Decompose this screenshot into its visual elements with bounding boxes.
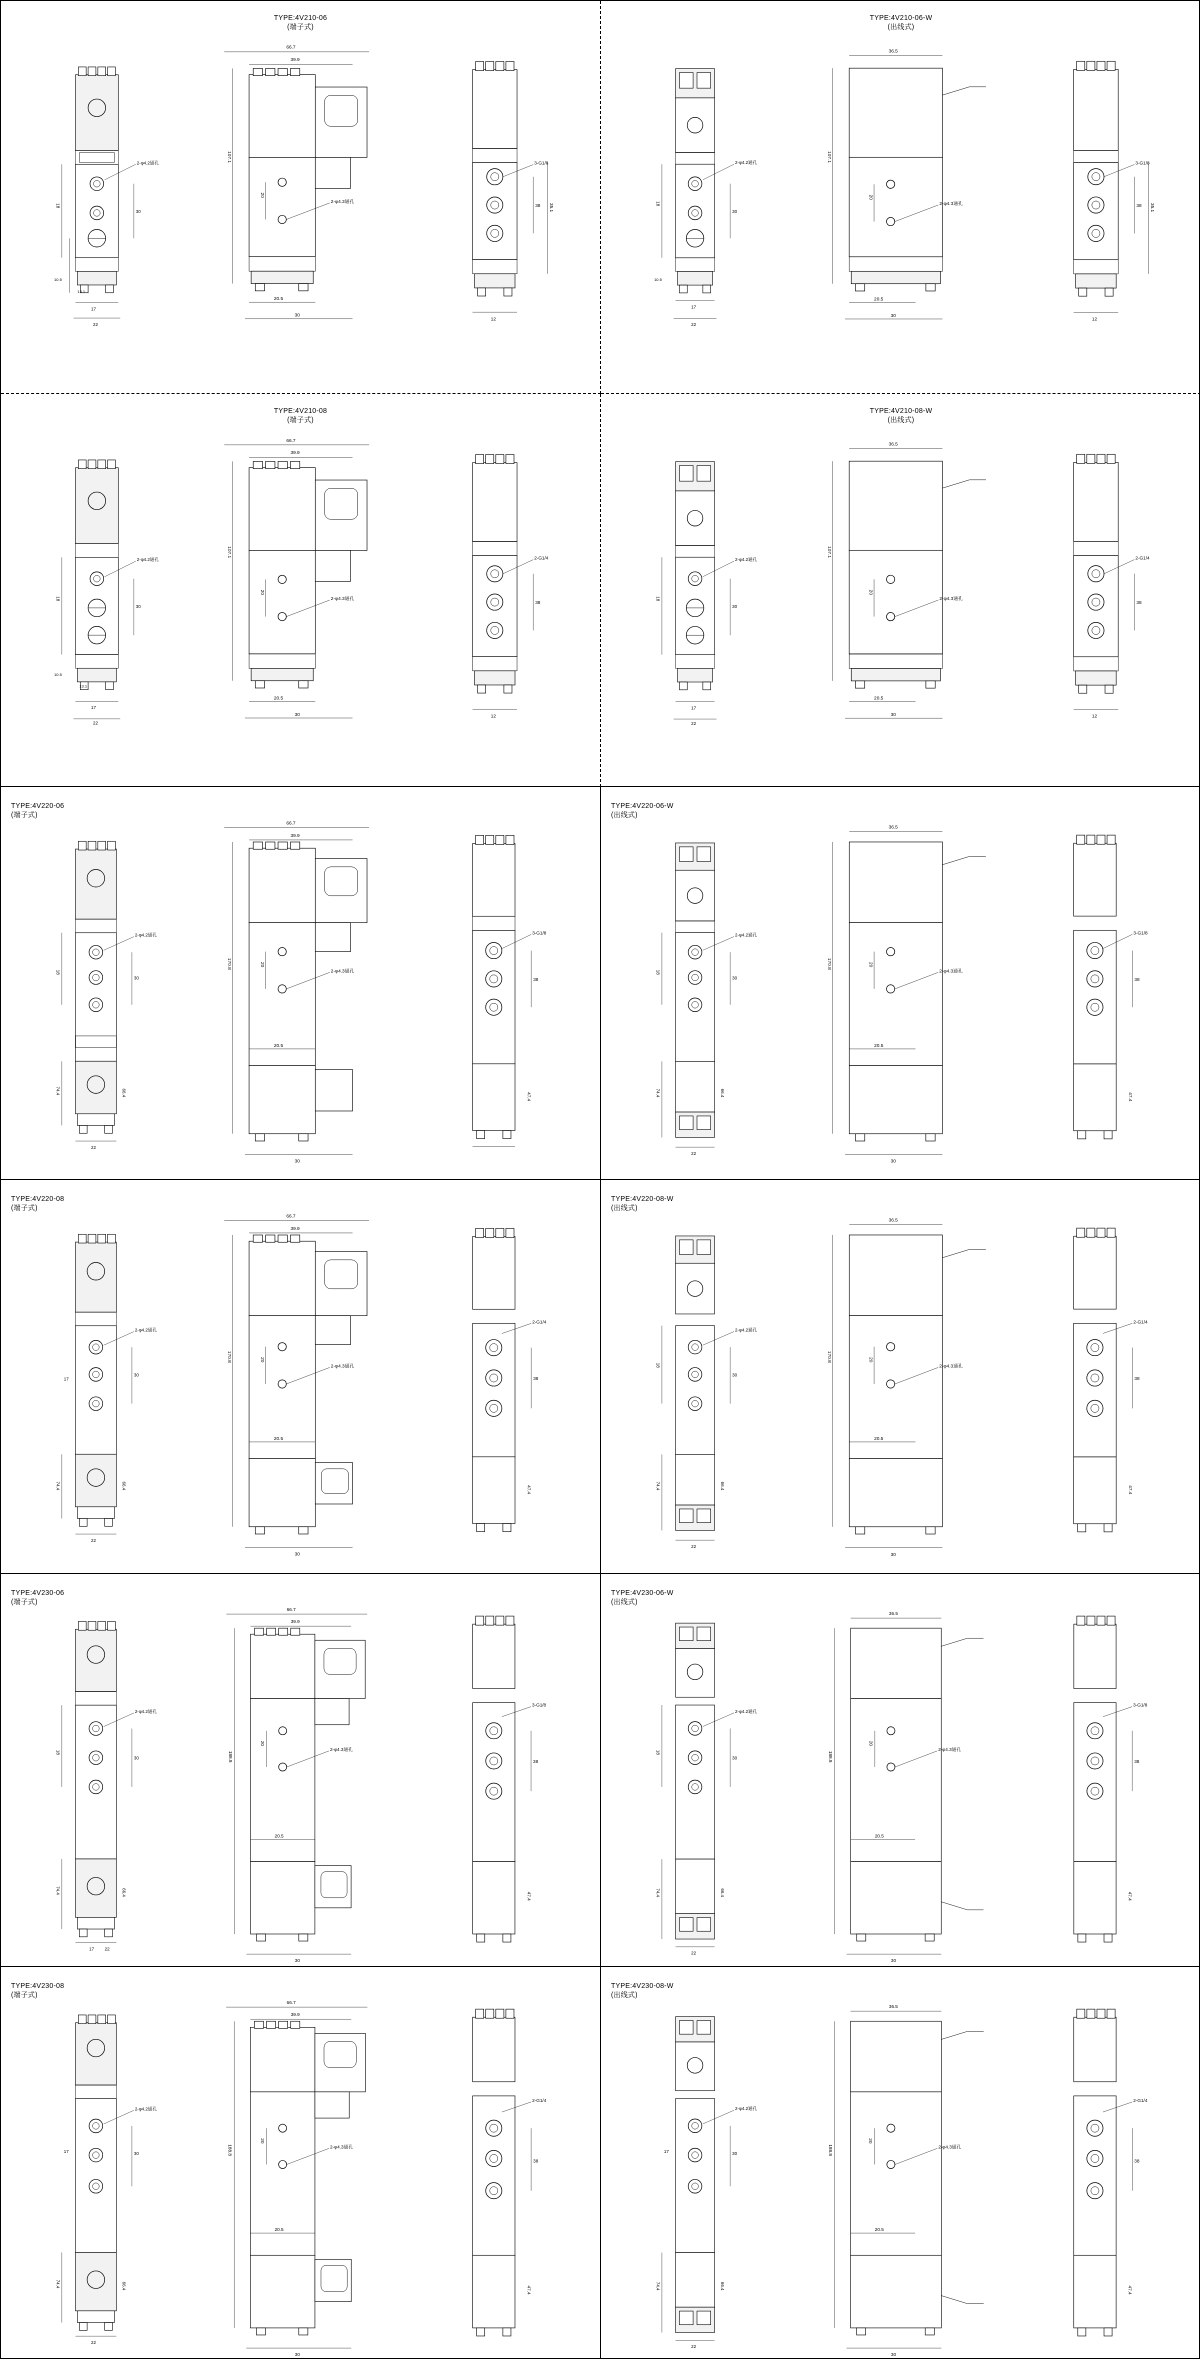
svg-text:30: 30 xyxy=(890,1957,897,1963)
panel-12-side-view xyxy=(787,1993,1015,2356)
panel-5-callout-2: 2-φ4.3通孔 xyxy=(330,969,354,975)
svg-text:22: 22 xyxy=(691,2343,697,2349)
panel-9 xyxy=(1,1574,601,1967)
svg-text:47.4: 47.4 xyxy=(526,1485,532,1495)
panel-3-front-view xyxy=(19,420,175,782)
svg-text:30: 30 xyxy=(135,604,141,610)
svg-text:22: 22 xyxy=(90,1145,96,1151)
panel-2-title: TYPE:4V210-06-W (出线式) xyxy=(869,15,933,31)
svg-text:10.5: 10.5 xyxy=(54,672,62,678)
svg-text:38: 38 xyxy=(533,1758,539,1764)
panel-3-callout-3: 2-G1/4 xyxy=(534,555,549,561)
panel-12-title: TYPE:4V230-08-W (出线式) xyxy=(611,1982,674,1999)
panel-9-callout-3: 3-G1/8 xyxy=(532,1702,547,1708)
panel-10-dim-365: 36.5 xyxy=(888,1610,898,1616)
panel-5-title: TYPE:4V220-06 (端子式) xyxy=(11,803,65,820)
panel-2-dim-365: 36.5 xyxy=(888,49,898,55)
svg-text:20.5: 20.5 xyxy=(874,1833,884,1839)
panel-9-views xyxy=(1,1600,600,1962)
panel-1-dim-667: 66.7 xyxy=(286,45,296,51)
panel-3-back-view xyxy=(420,420,582,782)
panel-3-callout-1: 2-φ4.2通孔 xyxy=(136,557,159,563)
panel-11-callout-2: 2-φ4.3通孔 xyxy=(329,2144,353,2150)
svg-text:47.4: 47.4 xyxy=(526,2285,532,2295)
svg-text:38: 38 xyxy=(535,203,541,209)
panel-3-callout-2: 2-φ4.3通孔 xyxy=(330,597,354,603)
panel-8-views xyxy=(601,1206,1200,1568)
panel-7-callout-1: 2-φ4.2通孔 xyxy=(134,1328,157,1334)
svg-text:20: 20 xyxy=(258,962,264,968)
svg-text:30: 30 xyxy=(732,208,738,214)
svg-text:30: 30 xyxy=(890,313,896,319)
panel-6-side-view xyxy=(787,813,1015,1175)
svg-text:30: 30 xyxy=(294,1957,300,1963)
svg-text:38: 38 xyxy=(1136,203,1142,209)
svg-text:20: 20 xyxy=(259,1740,265,1746)
panel-4-front-view xyxy=(619,420,775,782)
svg-text:38: 38 xyxy=(1134,1758,1140,1764)
panel-9-side-view xyxy=(187,1600,415,1962)
panel-12-callout-3: 2-G1/4 xyxy=(1133,2097,1148,2103)
svg-text:22: 22 xyxy=(90,1538,96,1544)
panel-10-front-view xyxy=(619,1600,775,1962)
svg-text:18: 18 xyxy=(655,1363,661,1369)
panel-6-front-view xyxy=(619,813,775,1175)
panel-10 xyxy=(601,1574,1200,1967)
panel-10-callout-1: 2-φ4.2通孔 xyxy=(735,1708,758,1714)
panel-8-title: TYPE:4V220-08-W (出线式) xyxy=(611,1196,674,1213)
svg-text:38: 38 xyxy=(1134,2158,1140,2164)
panel-5-front-view xyxy=(19,813,175,1175)
svg-text:22: 22 xyxy=(691,1544,697,1550)
svg-text:188.8: 188.8 xyxy=(828,1750,834,1763)
panel-1-callout-2: 2-φ4.3通孔 xyxy=(330,199,354,205)
svg-text:47.4: 47.4 xyxy=(526,1092,532,1102)
svg-text:18: 18 xyxy=(655,970,661,976)
svg-text:107.1: 107.1 xyxy=(225,151,231,164)
panel-1-back-view xyxy=(420,27,582,389)
panel-10-side-view xyxy=(787,1600,1015,1962)
panel-3 xyxy=(1,394,601,787)
svg-text:20.5: 20.5 xyxy=(273,1437,283,1443)
panel-2-back-view xyxy=(1021,27,1183,389)
panel-12-callout-1: 2-φ4.2通孔 xyxy=(735,2106,758,2112)
panel-7-views xyxy=(1,1206,600,1568)
panel-1-front-view xyxy=(19,27,175,389)
panel-11 xyxy=(1,1967,601,2359)
panel-6-dim-365: 36.5 xyxy=(888,825,898,831)
panel-5-dim-667: 66.7 xyxy=(286,821,296,827)
svg-text:35.1: 35.1 xyxy=(549,203,555,213)
panel-9-front-view xyxy=(19,1600,175,1962)
svg-text:20: 20 xyxy=(867,194,873,200)
svg-text:18: 18 xyxy=(55,596,61,602)
svg-text:20: 20 xyxy=(258,192,264,198)
svg-text:66.4: 66.4 xyxy=(121,1481,127,1491)
svg-text:74.4: 74.4 xyxy=(655,1887,661,1897)
svg-text:20.5: 20.5 xyxy=(874,1437,884,1443)
panel-7-callout-2: 2-φ4.3通孔 xyxy=(330,1364,354,1370)
panel-1-callout-1: 2-φ4.2通孔 xyxy=(136,160,159,166)
panel-10-callout-3: 3-G1/8 xyxy=(1133,1702,1148,1708)
svg-text:38: 38 xyxy=(1136,600,1142,606)
svg-text:17: 17 xyxy=(90,306,96,312)
svg-text:18: 18 xyxy=(55,1749,61,1755)
svg-text:38: 38 xyxy=(533,1376,539,1382)
panel-1 xyxy=(1,1,601,394)
panel-7-back-view xyxy=(420,1206,582,1568)
svg-text:74.4: 74.4 xyxy=(655,1088,661,1098)
svg-text:17: 17 xyxy=(90,705,96,711)
panel-5-back-view xyxy=(420,813,582,1175)
panel-grid xyxy=(1,1,1200,2359)
panel-5-callout-3: 3-G1/8 xyxy=(532,930,547,936)
panel-8-callout-1: 2-φ4.2通孔 xyxy=(735,1327,758,1333)
svg-text:30: 30 xyxy=(133,1372,139,1378)
panel-9-callout-2: 2-φ4.3通孔 xyxy=(329,1746,353,1752)
svg-text:30: 30 xyxy=(732,1755,738,1761)
svg-text:39.9: 39.9 xyxy=(290,834,300,840)
panel-2-front-view xyxy=(619,27,775,389)
panel-12 xyxy=(601,1967,1200,2359)
panel-6-title: TYPE:4V220-06-W (出线式) xyxy=(611,803,674,820)
svg-text:30: 30 xyxy=(135,208,141,214)
svg-text:30: 30 xyxy=(133,975,139,981)
svg-text:22: 22 xyxy=(691,322,697,328)
svg-text:170.8: 170.8 xyxy=(225,1351,231,1364)
svg-text:12: 12 xyxy=(1091,316,1098,322)
panel-11-callout-3: 2-G1/4 xyxy=(532,2097,547,2103)
panel-8-callout-3: 2-G1/4 xyxy=(1133,1319,1148,1325)
panel-4-callout-2: 2-φ4.3通孔 xyxy=(939,597,963,603)
svg-text:18: 18 xyxy=(55,203,61,209)
panel-11-back-view xyxy=(420,1993,582,2356)
svg-text:30: 30 xyxy=(732,2150,738,2156)
panel-12-front-view xyxy=(619,1993,775,2356)
svg-text:20.5: 20.5 xyxy=(273,1044,283,1050)
panel-3-dim-667: 66.7 xyxy=(286,438,296,444)
svg-text:17: 17 xyxy=(89,1946,95,1952)
svg-text:20.5: 20.5 xyxy=(274,2226,284,2232)
panel-8-back-view xyxy=(1021,1206,1183,1568)
panel-11-side-view xyxy=(187,1993,415,2356)
svg-text:18: 18 xyxy=(655,201,661,207)
svg-text:20: 20 xyxy=(867,962,873,968)
panel-6-callout-2: 2-φ4.3通孔 xyxy=(939,969,963,975)
svg-text:74.4: 74.4 xyxy=(55,1885,61,1895)
svg-text:17: 17 xyxy=(63,2148,69,2154)
svg-text:13.1: 13.1 xyxy=(77,288,86,294)
panel-6-callout-3: 3-G1/8 xyxy=(1133,930,1148,936)
panel-7-side-view xyxy=(187,1206,415,1568)
svg-text:18: 18 xyxy=(55,970,61,976)
svg-text:17: 17 xyxy=(663,2148,669,2154)
svg-text:22: 22 xyxy=(104,1946,110,1952)
svg-text:39.9: 39.9 xyxy=(290,1227,300,1233)
svg-text:30: 30 xyxy=(133,1755,139,1761)
panel-7 xyxy=(1,1180,601,1573)
panel-8-side-view xyxy=(787,1206,1015,1568)
svg-text:39.9: 39.9 xyxy=(290,1618,300,1624)
panel-11-views xyxy=(1,1993,600,2356)
svg-text:20: 20 xyxy=(867,589,873,596)
panel-2-callout-1: 2-φ4.2通孔 xyxy=(735,160,758,166)
svg-text:12: 12 xyxy=(491,713,497,719)
panel-12-views xyxy=(601,1993,1200,2356)
svg-text:30: 30 xyxy=(732,1372,738,1378)
panel-4-title: TYPE:4V210-08-W (出线式) xyxy=(869,408,933,425)
panel-2-callout-3: 3-G1/8 xyxy=(1135,160,1150,166)
svg-text:20: 20 xyxy=(868,1740,874,1746)
panel-5-callout-1: 2-φ4.2通孔 xyxy=(134,932,157,938)
panel-5-views xyxy=(1,813,600,1175)
svg-text:22: 22 xyxy=(691,1950,697,1956)
svg-text:38: 38 xyxy=(1134,977,1140,983)
svg-text:22: 22 xyxy=(691,1151,697,1157)
svg-text:47.4: 47.4 xyxy=(1127,1092,1133,1102)
svg-text:20: 20 xyxy=(868,2138,874,2144)
svg-text:38: 38 xyxy=(533,2158,539,2164)
svg-text:30: 30 xyxy=(294,313,300,319)
svg-text:30: 30 xyxy=(890,2351,897,2357)
panel-2-callout-2: 2-φ4.3通孔 xyxy=(939,201,963,207)
panel-6-back-view xyxy=(1021,813,1183,1175)
svg-text:170.8: 170.8 xyxy=(225,958,231,971)
panel-8-dim-365: 36.5 xyxy=(888,1219,898,1225)
svg-text:107.1: 107.1 xyxy=(825,151,831,163)
svg-text:74.4: 74.4 xyxy=(655,2281,661,2291)
svg-text:20.5: 20.5 xyxy=(874,297,884,303)
svg-text:30: 30 xyxy=(890,1160,896,1166)
svg-text:30: 30 xyxy=(294,1553,300,1559)
svg-text:13.1: 13.1 xyxy=(79,683,88,689)
panel-10-callout-2: 2-φ4.3通孔 xyxy=(938,1746,961,1752)
svg-text:20: 20 xyxy=(258,1357,264,1363)
svg-text:66.4: 66.4 xyxy=(719,2281,725,2291)
svg-text:47.4: 47.4 xyxy=(1127,2285,1133,2295)
panel-6-views xyxy=(601,813,1200,1175)
panel-7-callout-3: 2-G1/4 xyxy=(532,1319,547,1325)
svg-text:12: 12 xyxy=(491,316,497,322)
svg-text:18: 18 xyxy=(655,1749,661,1755)
svg-text:66.4: 66.4 xyxy=(719,1887,725,1897)
panel-5-side-view xyxy=(187,813,415,1175)
panel-1-callout-3: 3-G1/8 xyxy=(534,160,549,166)
svg-text:74.4: 74.4 xyxy=(55,2279,61,2289)
svg-text:30: 30 xyxy=(732,604,738,610)
panel-7-front-view xyxy=(19,1206,175,1568)
panel-9-callout-1: 2-φ4.2通孔 xyxy=(134,1708,157,1714)
svg-text:10.5: 10.5 xyxy=(54,277,62,283)
svg-text:22: 22 xyxy=(90,2339,96,2345)
panel-8-callout-2: 2-φ4.3通孔 xyxy=(939,1364,963,1370)
panel-9-back-view xyxy=(420,1600,582,1962)
panel-11-dim-667: 66.7 xyxy=(286,1999,296,2005)
panel-10-back-view xyxy=(1021,1600,1183,1962)
panel-10-title: TYPE:4V230-06-W (出线式) xyxy=(611,1589,674,1606)
svg-text:38: 38 xyxy=(535,600,541,606)
panel-6 xyxy=(601,787,1200,1180)
panel-11-title: TYPE:4V230-08 (端子式) xyxy=(11,1982,65,1999)
svg-text:10.5: 10.5 xyxy=(654,277,662,283)
panel-2 xyxy=(601,1,1200,394)
panel-2-views xyxy=(601,27,1200,389)
svg-text:20.5: 20.5 xyxy=(274,1833,284,1839)
panel-1-title: TYPE:4V210-06 (端子式) xyxy=(273,15,328,31)
panel-1-views xyxy=(1,27,600,389)
svg-text:20.5: 20.5 xyxy=(273,696,283,702)
svg-text:20: 20 xyxy=(258,589,264,596)
panel-4 xyxy=(601,394,1200,787)
svg-text:66.4: 66.4 xyxy=(719,1482,725,1491)
panel-4-back-view xyxy=(1021,420,1183,782)
svg-text:47.4: 47.4 xyxy=(526,1891,532,1901)
panel-11-callout-1: 2-φ4.2通孔 xyxy=(134,2106,157,2112)
panel-4-side-view xyxy=(787,420,1015,782)
svg-text:74.4: 74.4 xyxy=(55,1481,61,1491)
svg-text:12: 12 xyxy=(1091,713,1098,719)
panel-7-dim-667: 66.7 xyxy=(286,1214,296,1220)
panel-1-side-view xyxy=(187,27,415,389)
svg-text:20: 20 xyxy=(867,1357,873,1363)
panel-5 xyxy=(1,787,601,1180)
svg-text:39.9: 39.9 xyxy=(290,2012,300,2018)
svg-text:30: 30 xyxy=(294,713,300,719)
svg-text:22: 22 xyxy=(92,321,98,327)
panel-12-back-view xyxy=(1021,1993,1183,2356)
panel-4-views xyxy=(601,420,1200,782)
panel-2-side-view xyxy=(787,27,1015,389)
svg-text:38: 38 xyxy=(1134,1376,1140,1382)
panel-12-callout-2: 2-φ4.3通孔 xyxy=(938,2144,962,2150)
panel-3-views xyxy=(1,420,600,782)
panel-8-front-view xyxy=(619,1206,775,1568)
svg-text:20.5: 20.5 xyxy=(874,2226,884,2232)
panel-9-title: TYPE:4V230-06 (端子式) xyxy=(11,1589,65,1606)
svg-text:20: 20 xyxy=(259,2138,265,2144)
svg-text:47.4: 47.4 xyxy=(1127,1891,1133,1901)
svg-text:20.5: 20.5 xyxy=(874,696,884,702)
panel-12-dim-365: 36.5 xyxy=(888,2003,898,2009)
svg-text:17: 17 xyxy=(691,304,697,310)
svg-text:30: 30 xyxy=(294,2351,300,2357)
svg-text:18: 18 xyxy=(655,596,661,602)
svg-text:17: 17 xyxy=(691,705,697,711)
svg-text:22: 22 xyxy=(691,721,697,727)
panel-4-callout-1: 2-φ4.2通孔 xyxy=(735,557,758,563)
panel-3-title: TYPE:4V210-08 (端子式) xyxy=(273,408,328,425)
svg-text:188.8: 188.8 xyxy=(227,2144,233,2156)
svg-text:30: 30 xyxy=(133,2150,139,2156)
svg-text:170.8: 170.8 xyxy=(826,1351,832,1364)
svg-text:74.4: 74.4 xyxy=(55,1086,61,1096)
svg-text:66.4: 66.4 xyxy=(121,1088,127,1098)
svg-text:39.9: 39.9 xyxy=(290,451,300,457)
panel-9-dim-667: 66.7 xyxy=(286,1606,296,1612)
panel-8 xyxy=(601,1180,1200,1573)
panel-6-callout-1: 2-φ4.2通孔 xyxy=(735,932,758,938)
panel-10-views xyxy=(601,1600,1200,1962)
panel-11-front-view xyxy=(19,1993,175,2356)
svg-text:30: 30 xyxy=(732,975,738,981)
panel-4-dim-365: 36.5 xyxy=(888,442,898,448)
svg-text:30: 30 xyxy=(890,1553,896,1559)
panel-4-callout-3: 2-G1/4 xyxy=(1135,555,1150,561)
svg-text:17: 17 xyxy=(63,1376,69,1382)
svg-text:188.8: 188.8 xyxy=(827,2144,833,2156)
panel-7-title: TYPE:4V220-08 (端子式) xyxy=(11,1196,65,1213)
svg-text:30: 30 xyxy=(294,1160,300,1166)
svg-text:22: 22 xyxy=(92,720,98,726)
svg-text:66.4: 66.4 xyxy=(121,1887,127,1897)
panel-3-side-view xyxy=(187,420,415,782)
svg-text:39.9: 39.9 xyxy=(290,58,300,64)
svg-text:170.8: 170.8 xyxy=(826,958,832,971)
svg-text:20.5: 20.5 xyxy=(273,297,283,303)
svg-text:66.4: 66.4 xyxy=(719,1088,725,1098)
svg-text:74.4: 74.4 xyxy=(655,1482,661,1491)
svg-text:107.1: 107.1 xyxy=(225,546,231,559)
svg-text:107.1: 107.1 xyxy=(825,546,831,559)
svg-text:47.4: 47.4 xyxy=(1127,1485,1133,1495)
svg-text:35.1: 35.1 xyxy=(1150,203,1156,213)
svg-text:30: 30 xyxy=(890,713,896,719)
svg-text:20.5: 20.5 xyxy=(874,1044,884,1050)
svg-text:188.8: 188.8 xyxy=(227,1750,233,1763)
svg-text:38: 38 xyxy=(533,977,539,983)
svg-text:66.4: 66.4 xyxy=(121,2281,127,2291)
